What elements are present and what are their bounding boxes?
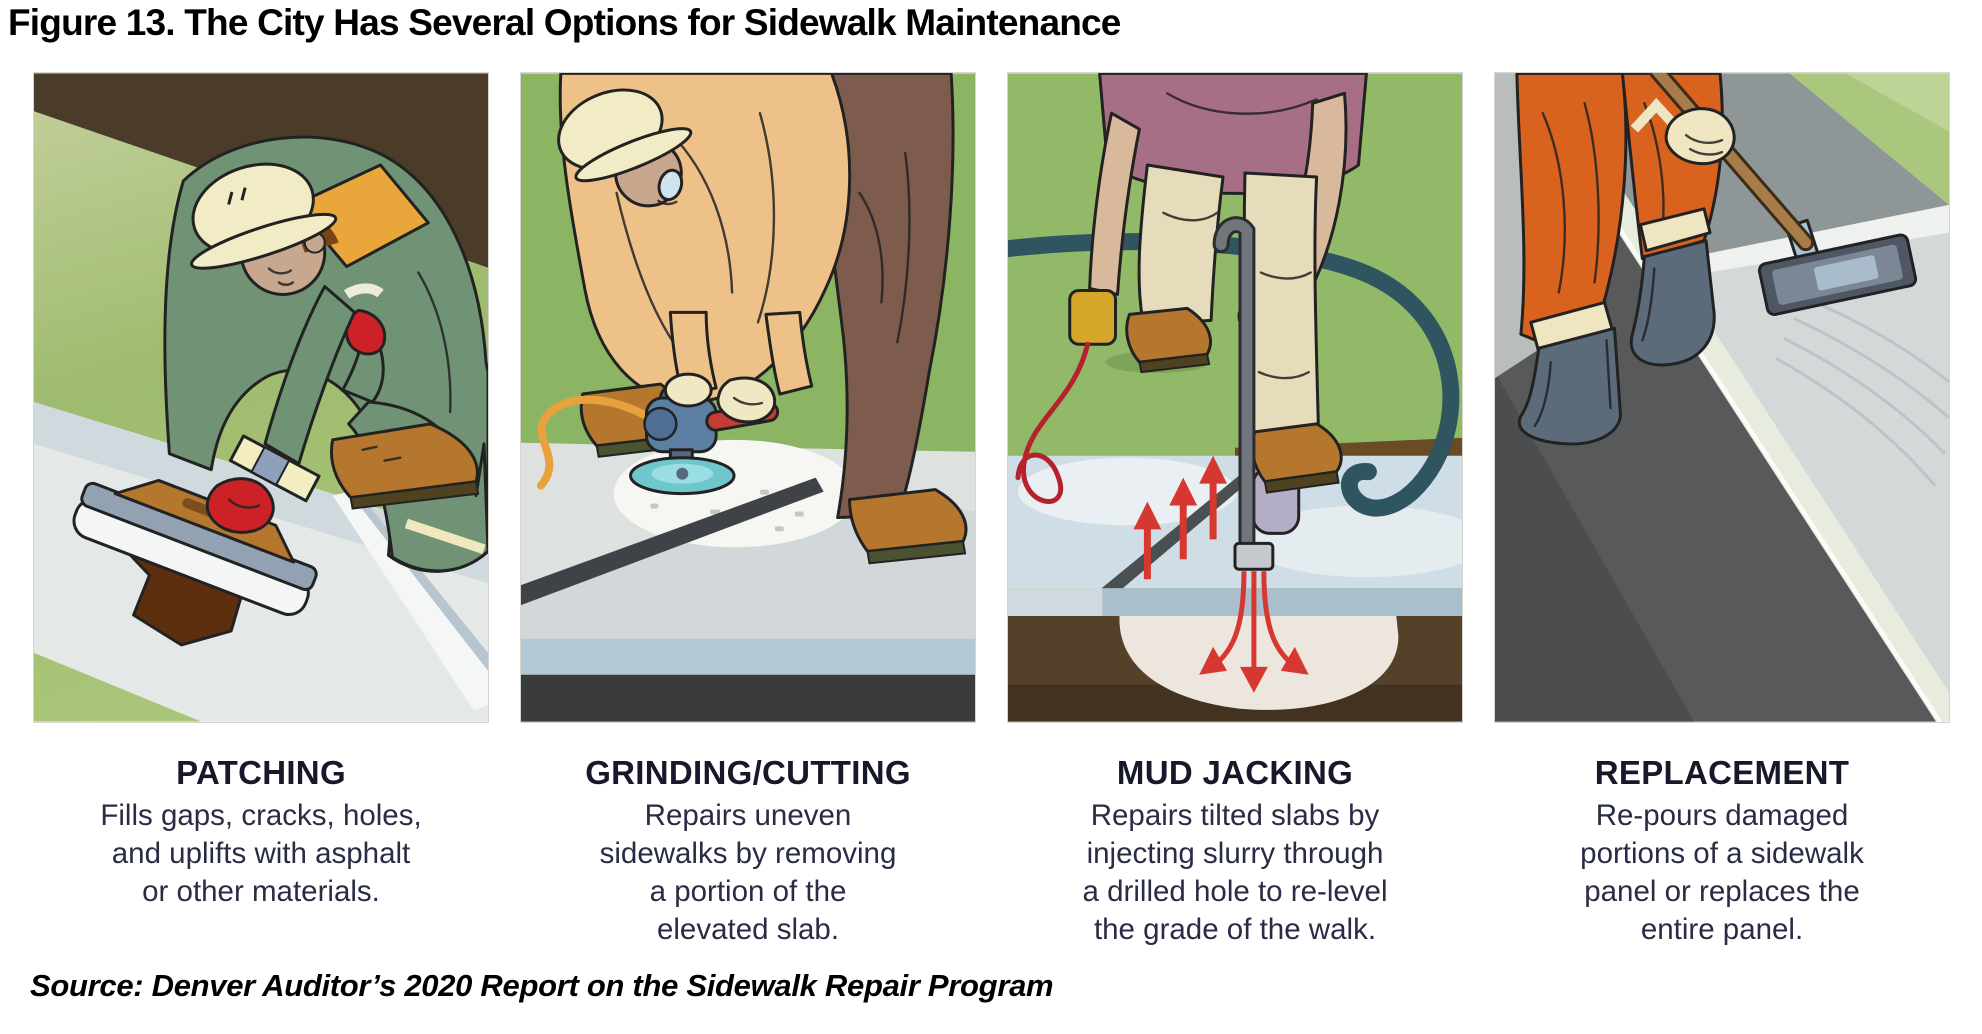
panel-mud-jacking <box>1007 72 1463 949</box>
rubber-boot-right <box>1631 241 1714 365</box>
grinding-illustration <box>520 72 976 723</box>
figure-title: Figure 13. The City Has Several Options for Sidewalk Maintenance <box>8 2 1121 43</box>
sidewalk-cross-section <box>1008 456 1462 616</box>
glove-left <box>665 374 711 406</box>
panel-grinding-cutting <box>520 72 976 949</box>
method-description-patching: Fills gaps, cracks, holes, and uplifts with asphalt or other materials. <box>100 799 422 908</box>
boot-right <box>1252 424 1341 493</box>
mud-jacking-art <box>1008 73 1462 722</box>
source-line: Source: Denver Auditor’s 2020 Report on the Sidewalk Repair Program <box>30 968 1054 1003</box>
glove-right <box>718 378 775 422</box>
work-boot <box>331 424 478 509</box>
method-name-replacement: REPLACEMENT <box>1594 754 1850 791</box>
panel-patching <box>33 72 489 949</box>
patching-illustration <box>33 72 489 723</box>
panels-row <box>33 72 1950 949</box>
replacement-illustration <box>1494 72 1950 723</box>
mud-jacking-illustration <box>1007 72 1463 723</box>
replacement-art <box>1495 73 1949 722</box>
grinding-art <box>521 73 975 722</box>
boot-right <box>850 490 966 564</box>
ground-patch <box>614 440 857 548</box>
control-device <box>1070 290 1116 344</box>
method-description-grinding: Repairs uneven sidewalks by removing a portion of the elevated slab. <box>599 799 897 946</box>
method-name-patching: PATCHING <box>176 754 346 791</box>
method-description-replacement: Re-pours damaged portions of a sidewalk panel or replaces the entire panel. <box>1580 799 1864 946</box>
boot-left <box>1127 308 1211 372</box>
panel-replacement <box>1494 72 1950 949</box>
method-description-mud-jacking: Repairs tilted slabs by injecting slurry through a drilled hole to re-level the grade of the walk. <box>1082 799 1388 946</box>
glove <box>1666 109 1734 164</box>
method-name-grinding: GRINDING/CUTTING <box>585 754 911 791</box>
patching-art <box>34 73 488 722</box>
method-name-mud-jacking: MUD JACKING <box>1116 754 1354 791</box>
